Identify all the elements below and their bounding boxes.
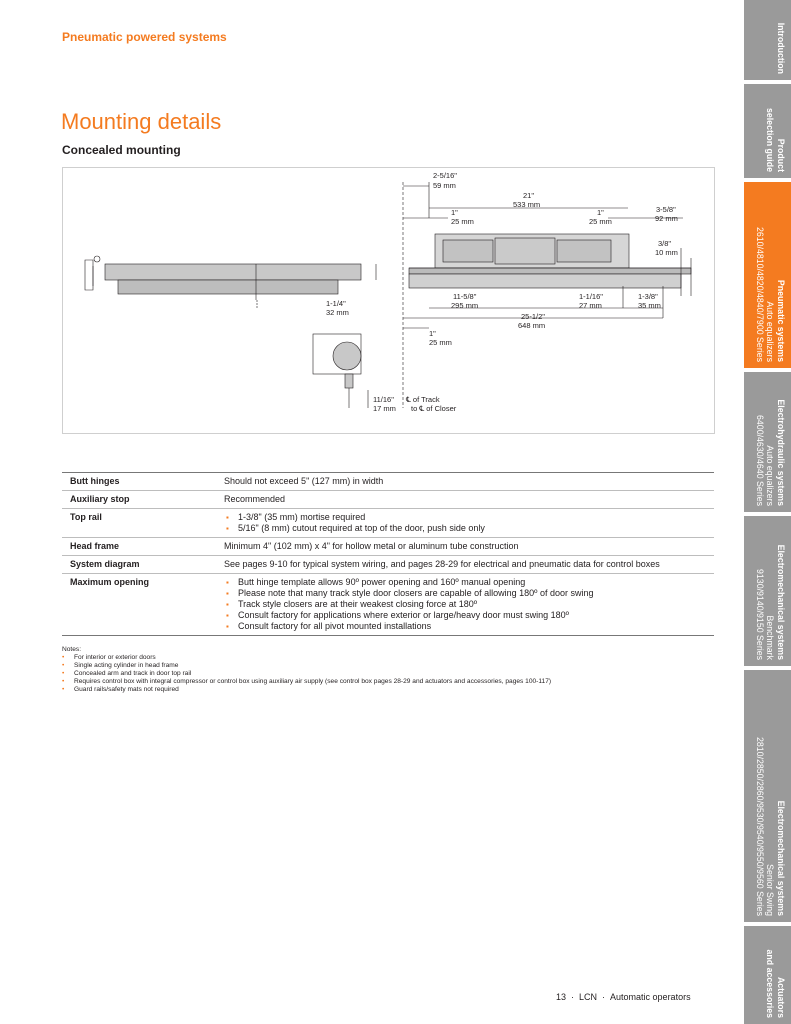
tab-label: Electromechanical systems (776, 800, 786, 916)
spec-key: Head frame (62, 538, 216, 556)
brand-name: LCN (579, 992, 598, 1002)
spec-key: Butt hinges (62, 473, 216, 491)
dim-label: ℄ of Track (406, 395, 440, 404)
tab-label: 6400/4630/4640 Series (755, 415, 765, 506)
spec-key: Top rail (62, 509, 216, 538)
list-item: • For interior or exterior doors (62, 654, 722, 662)
dim-label: 295 mm (451, 301, 479, 310)
list-item: • Single acting cylinder in head frame (62, 662, 722, 670)
footer-section: Automatic operators (610, 992, 691, 1002)
spec-value (216, 509, 714, 538)
table-row (62, 473, 714, 491)
hinge-jamb (85, 260, 93, 290)
dim-label: 11/16" (373, 395, 394, 404)
mounting-diagram (62, 167, 715, 434)
list-item: ▪ 5/16" (8 mm) cutout required at top of the door, push side only (224, 523, 714, 534)
dim-label: 1-1/16" (579, 292, 603, 301)
tab-electromechanical-senior-swing[interactable] (744, 670, 791, 922)
table-row (62, 538, 714, 556)
tab-electrohydraulic-systems[interactable] (744, 372, 791, 512)
spec-value: Minimum 4" (102 mm) x 4" for hollow metal or aluminum tube construction (216, 538, 714, 556)
tab-label: Product (776, 138, 786, 172)
tab-electromechanical-benchmark[interactable] (744, 516, 791, 666)
dim-label: 1" (429, 329, 436, 338)
tab-actuators-accessories[interactable] (744, 926, 791, 1024)
list-item: ▪ Track style closers are at their weakest closing force at 180º (224, 599, 714, 610)
dim-label: 27 mm (579, 301, 602, 310)
tab-label: Senior Swing (765, 864, 776, 916)
tab-label: Electrohydraulic systems (776, 399, 786, 506)
dim-label: 10 mm (655, 248, 678, 257)
dim-label: 1-3/8" (638, 292, 658, 301)
section-label: Pneumatic powered systems (62, 30, 227, 44)
tab-label: 2610/4810/4820/4840/7900 Series (755, 226, 765, 362)
tab-introduction[interactable] (744, 0, 791, 80)
dim-label: 1" (451, 208, 458, 217)
dim-label: 25 mm (589, 217, 612, 226)
page-footer: 13 · LCN · Automatic operators (556, 992, 691, 1002)
tab-label: Auto equalizers (765, 445, 776, 506)
dim-label: 2-5/16" (433, 171, 457, 180)
list-item: ▪ Consult factory for applications where exterior or large/heavy door must swing 180º (224, 610, 714, 621)
subtitle: Concealed mounting (62, 143, 181, 157)
tab-product-selection-guide[interactable] (744, 84, 791, 178)
table-row (62, 509, 714, 538)
page-number: 13 (556, 992, 567, 1002)
list-item: ▪ Consult factory for all pivot mounted installations (224, 621, 714, 632)
tab-label: Pneumatic systems (776, 279, 786, 362)
dim-label: 3-5/8" (656, 205, 676, 214)
dim-label: 59 mm (433, 181, 456, 190)
dim-label: 25 mm (451, 217, 474, 226)
dim-label: 17 mm (373, 404, 396, 413)
list-item: • Guard rails/safety mats not required (62, 686, 722, 694)
head-frame-profile (105, 264, 361, 280)
spec-key: Maximum opening (62, 574, 216, 636)
dim-label: 3/8" (658, 239, 672, 248)
sidebar-tabs (744, 0, 791, 1024)
dim-label: to ℄ of Closer (411, 404, 457, 413)
list-item: • Concealed arm and track in door top rail (62, 670, 722, 678)
list-item: • Requires control box with integral compressor or control box using auxiliary air supply (see control box pages 28-29 and actuators and accessories, pages 100-117) (62, 678, 722, 686)
tab-pneumatic-systems[interactable] (744, 182, 791, 368)
tab-label: Benchmark (765, 615, 776, 660)
dim-label: 1-1/4" (326, 299, 346, 308)
tab-label: selection guide (765, 107, 776, 172)
section-cylinder (333, 342, 361, 370)
spec-value: See pages 9-10 for typical system wiring, and pages 28-29 for electrical and pneumatic data for control boxes (216, 556, 714, 574)
dim-label: 25-1/2" (521, 312, 545, 321)
tab-label: Auto equalizers (765, 301, 776, 362)
spec-key: System diagram (62, 556, 216, 574)
diagram-svg (63, 168, 714, 433)
tab-label: Actuators (776, 976, 786, 1018)
list-item: ▪ Please note that many track style door closers are capable of allowing 180º of door swing (224, 588, 714, 599)
tab-label: Introduction (776, 22, 786, 74)
list-item: ▪ 1-3/8" (35 mm) mortise required (224, 512, 714, 523)
dim-label: 21" (523, 191, 535, 200)
track (409, 268, 691, 274)
spec-table (62, 472, 714, 636)
dim-label: 25 mm (429, 338, 452, 347)
notes (62, 646, 722, 695)
tab-label: and accessories (765, 949, 776, 1018)
tab-label: 9130/9140/9150 Series (755, 569, 765, 660)
dim-label: 11-5/8" (453, 292, 477, 301)
table-row (62, 574, 714, 636)
page-title: Mounting details (61, 108, 222, 134)
dim-label: 35 mm (638, 301, 661, 310)
spec-value: Should not exceed 5" (127 mm) in width (216, 473, 714, 491)
dim-label: 533 mm (513, 200, 541, 209)
table-row (62, 491, 714, 509)
notes-title: Notes: (62, 646, 82, 653)
spec-value (216, 574, 714, 636)
dim-label: 1" (597, 208, 604, 217)
spec-value: Recommended (216, 491, 714, 509)
spec-key: Auxiliary stop (62, 491, 216, 509)
tab-label: 2810/2850/2860/9530/9540/9550/9560 Series (755, 736, 765, 916)
dim-label: 92 mm (655, 214, 678, 223)
list-item: ▪ Butt hinge template allows 90º power opening and 160º manual opening (224, 577, 714, 588)
dim-label: 32 mm (326, 308, 349, 317)
table-row (62, 556, 714, 574)
door-rail-profile (118, 280, 338, 294)
dim-label: 648 mm (518, 321, 546, 330)
tab-label: Electromechanical systems (776, 544, 786, 660)
